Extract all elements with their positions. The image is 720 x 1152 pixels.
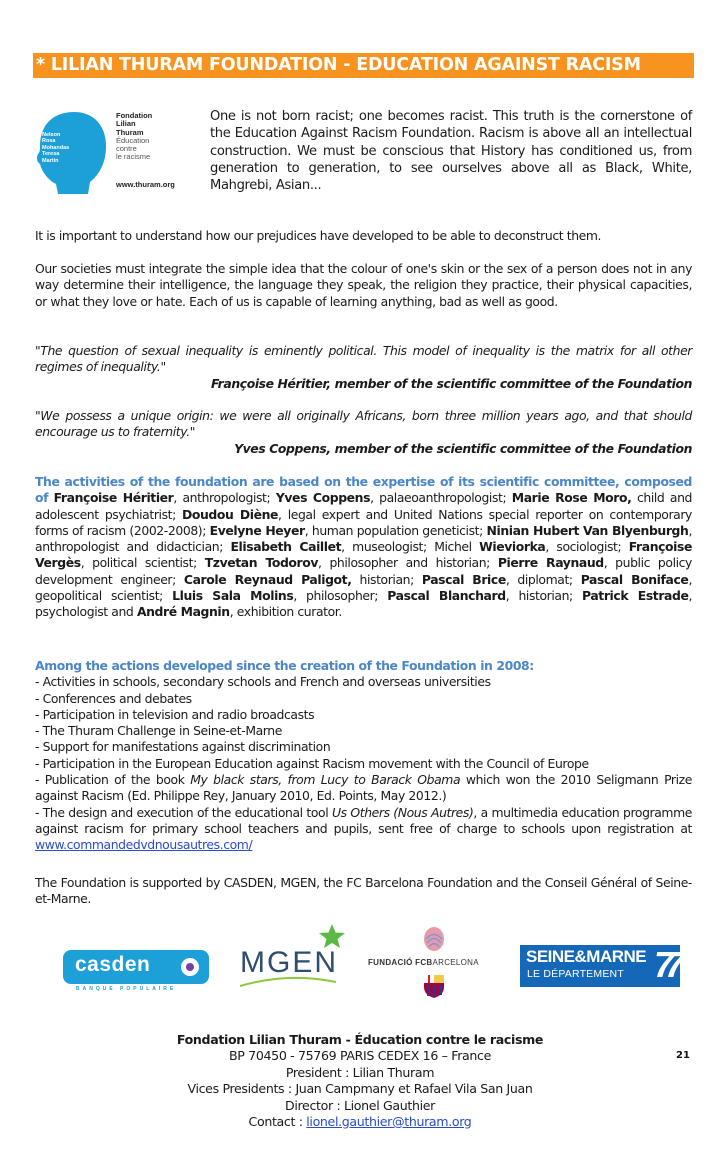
member-name: Patrick Estrade [582, 588, 689, 604]
fingerprint-ball-icon [422, 926, 446, 952]
member-name: Wieviorka [479, 539, 546, 555]
list-item: - The Thuram Challenge in Seine-et-Marne [35, 723, 282, 739]
tool-title: Us Others (Nous Autres) [331, 804, 474, 820]
logo-org-name: Fondation Lilian Thuram Éducation contre le racisme [116, 111, 153, 162]
footer-director: Director : Lionel Gauthier [285, 1097, 435, 1113]
list-item: - Activities in schools, secondary schools and French and overseas universities [35, 674, 491, 690]
logo-names: Nelson Rosa Mohandas Teresa Martin [42, 132, 70, 164]
paragraph-prejudices: It is important to understand how our prejudices have developed to be able to deconstruct them. [35, 228, 602, 243]
footer-president: President : Lilian Thuram [285, 1064, 435, 1080]
casden-logo: casden [63, 950, 209, 984]
quote-text: "We possess a unique origin: we were all originally Africans, born three million years ago, and that should encourage us to fraternity." [35, 408, 692, 440]
member-name: Lluis Sala Molins [172, 588, 294, 604]
quote-attribution: Yves Coppens, member of the scientific committee of the Foundation [234, 440, 692, 456]
support-paragraph: The Foundation is supported by CASDEN, MGEN, the FC Barcelona Foundation and the Conseil Général of Seine-et-Marne. [35, 875, 692, 907]
list-item: - Conferences and debates [35, 690, 192, 706]
fc-barcelona-crest-icon [422, 973, 446, 999]
member-name: Pascal Blanchard [387, 588, 506, 604]
seine-et-marne-logo: SEINE&MARNE LE DÉPARTEMENT 77 [520, 945, 680, 987]
member-name: Pascal Boniface [580, 571, 689, 587]
footer-contact [140, 1032, 580, 1130]
footer-vice-presidents: Vices Presidents : Juan Campmany et Rafael Vila San Juan [187, 1081, 533, 1097]
section-title-bar: * LILIAN THURAM FOUNDATION - EDUCATION AGAINST RACISM [33, 53, 694, 78]
member-name: Pierre Raynaud [497, 555, 604, 571]
actions-list [35, 674, 692, 853]
actions-heading: Among the actions developed since the creation of the Foundation in 2008: [35, 658, 534, 673]
footer-org-name: Fondation Lilian Thuram - Éducation contre le racisme [176, 1032, 544, 1047]
member-name: Doudou Diène [181, 506, 279, 522]
member-name: Elisabeth Caillet [230, 539, 342, 555]
member-name: Yves Coppens [275, 490, 371, 506]
quote-attribution: Françoise Héritier, member of the scientific committee of the Foundation [210, 375, 692, 391]
member-name: Evelyne Heyer [209, 522, 305, 538]
member-name: Françoise Héritier [53, 490, 174, 506]
contact-email-link[interactable]: lionel.gauthier@thuram.org [306, 1114, 472, 1130]
member-name: Carole Reynaud Paligot, [183, 571, 352, 587]
committee-paragraph: The activities of the foundation are based on the expertise of its scientific committee, composed of Françoise Héritier, anthropologist; Yves Coppens, palaeoanthropologist; Marie Rose Moro, child and adolescent psychiatrist; Doudou Diène, legal expert and United Nations special reporter on contemporary forms of racism (2002-2008); Evelyne Heyer, human population geneticist; Ninian Hubert Van Blyenburgh, anthropologist and didactician; Elisabeth Caillet, museologist; Michel Wieviorka, sociologist; Françoise Vergès, political scientist; Tzvetan Todorov, philosopher and historian; Pierre Raynaud, public policy development engineer; Carole Reynaud Paligot, historian; Pascal Brice, diplomat; Pascal Boniface, geopolitical scientist; Lluis Sala Molins, philosopher; Pascal Blanchard, historian; Patrick Estrade, psychologist and André Magnin, exhibition curator. [35, 474, 693, 620]
footer-address: BP 70450 - 75769 PARIS CEDEX 16 – France [228, 1048, 492, 1064]
member-name: Ninian Hubert Van Blyenburgh [486, 522, 689, 538]
mgen-logo: MGEN [240, 946, 338, 979]
list-item-book: - Publication of the book My black stars, from Lucy to Barack Obama which won the 2010 Seligmann Prize against Racism (Ed. Philippe Rey, January 2010, Ed. Points, May 2012.) [35, 772, 692, 804]
quote-text: "The question of sexual inequality is eminently political. This model of inequality is the matrix for all other regimes of inequality." [35, 343, 692, 375]
page-number: 21 [676, 1050, 690, 1061]
member-name: André Magnin [136, 604, 230, 620]
list-item-tool: - The design and execution of the educational tool Us Others (Nous Autres), a multimedia education programme against racism for primary school teachers and pupils, sent free of charge to schools upon registration at www.commandedvdnousautres.com/ [35, 804, 692, 853]
sponsor-logos [30, 918, 700, 1003]
footer-contact-line: Contact : lionel.gauthier@thuram.org [248, 1114, 472, 1130]
member-name: Marie Rose Moro, [511, 490, 632, 506]
list-item: - Support for manifestations against discrimination [35, 739, 331, 755]
paragraph-societies: Our societies must integrate the simple idea that the colour of one's skin or the sex of a person does not in any way determine their intelligence, the language they speak, the religion they practice, their physical capacities, or what they love or hate. Each of us is capable of learning anything, bad as well as good. [35, 261, 692, 309]
foundation-logo [34, 108, 194, 194]
member-name: Pascal Brice [421, 571, 506, 587]
book-title: My black stars, from Lucy to Barack Obama [190, 772, 461, 788]
casden-emblem-icon [181, 958, 199, 976]
logo-url: www.thuram.org [116, 180, 175, 189]
member-name: Tzvetan Todorov [204, 555, 319, 571]
quote-heritier [35, 343, 692, 392]
intro-paragraph: One is not born racist; one becomes racist. This truth is the cornerstone of the Education Against Racism Foundation. Racism is above all an intellectual construction. We must be conscious that History has conditioned us, from generation to generation, to see ourselves above all as Black, White, Mahgrebi, Asian... [210, 109, 692, 194]
list-item: - Participation in television and radio broadcasts [35, 706, 315, 722]
fcb-foundation-logo: FUNDACIÓ FCBARCELONA [368, 958, 479, 967]
committee-intro: The activities of the foundation are based on the expertise of its scientific committee, composed of [35, 474, 692, 506]
quote-coppens [35, 408, 692, 457]
nous-autres-link[interactable]: www.commandedvdnousautres.com/ [35, 837, 253, 853]
casden-subtitle: BANQUE POPULAIRE [76, 986, 177, 992]
swoosh-icon [238, 974, 338, 988]
member-name: Françoise Vergès [35, 539, 692, 571]
list-item: - Participation in the European Education against Racism movement with the Council of Europe [35, 755, 589, 771]
actions-section [35, 658, 692, 854]
